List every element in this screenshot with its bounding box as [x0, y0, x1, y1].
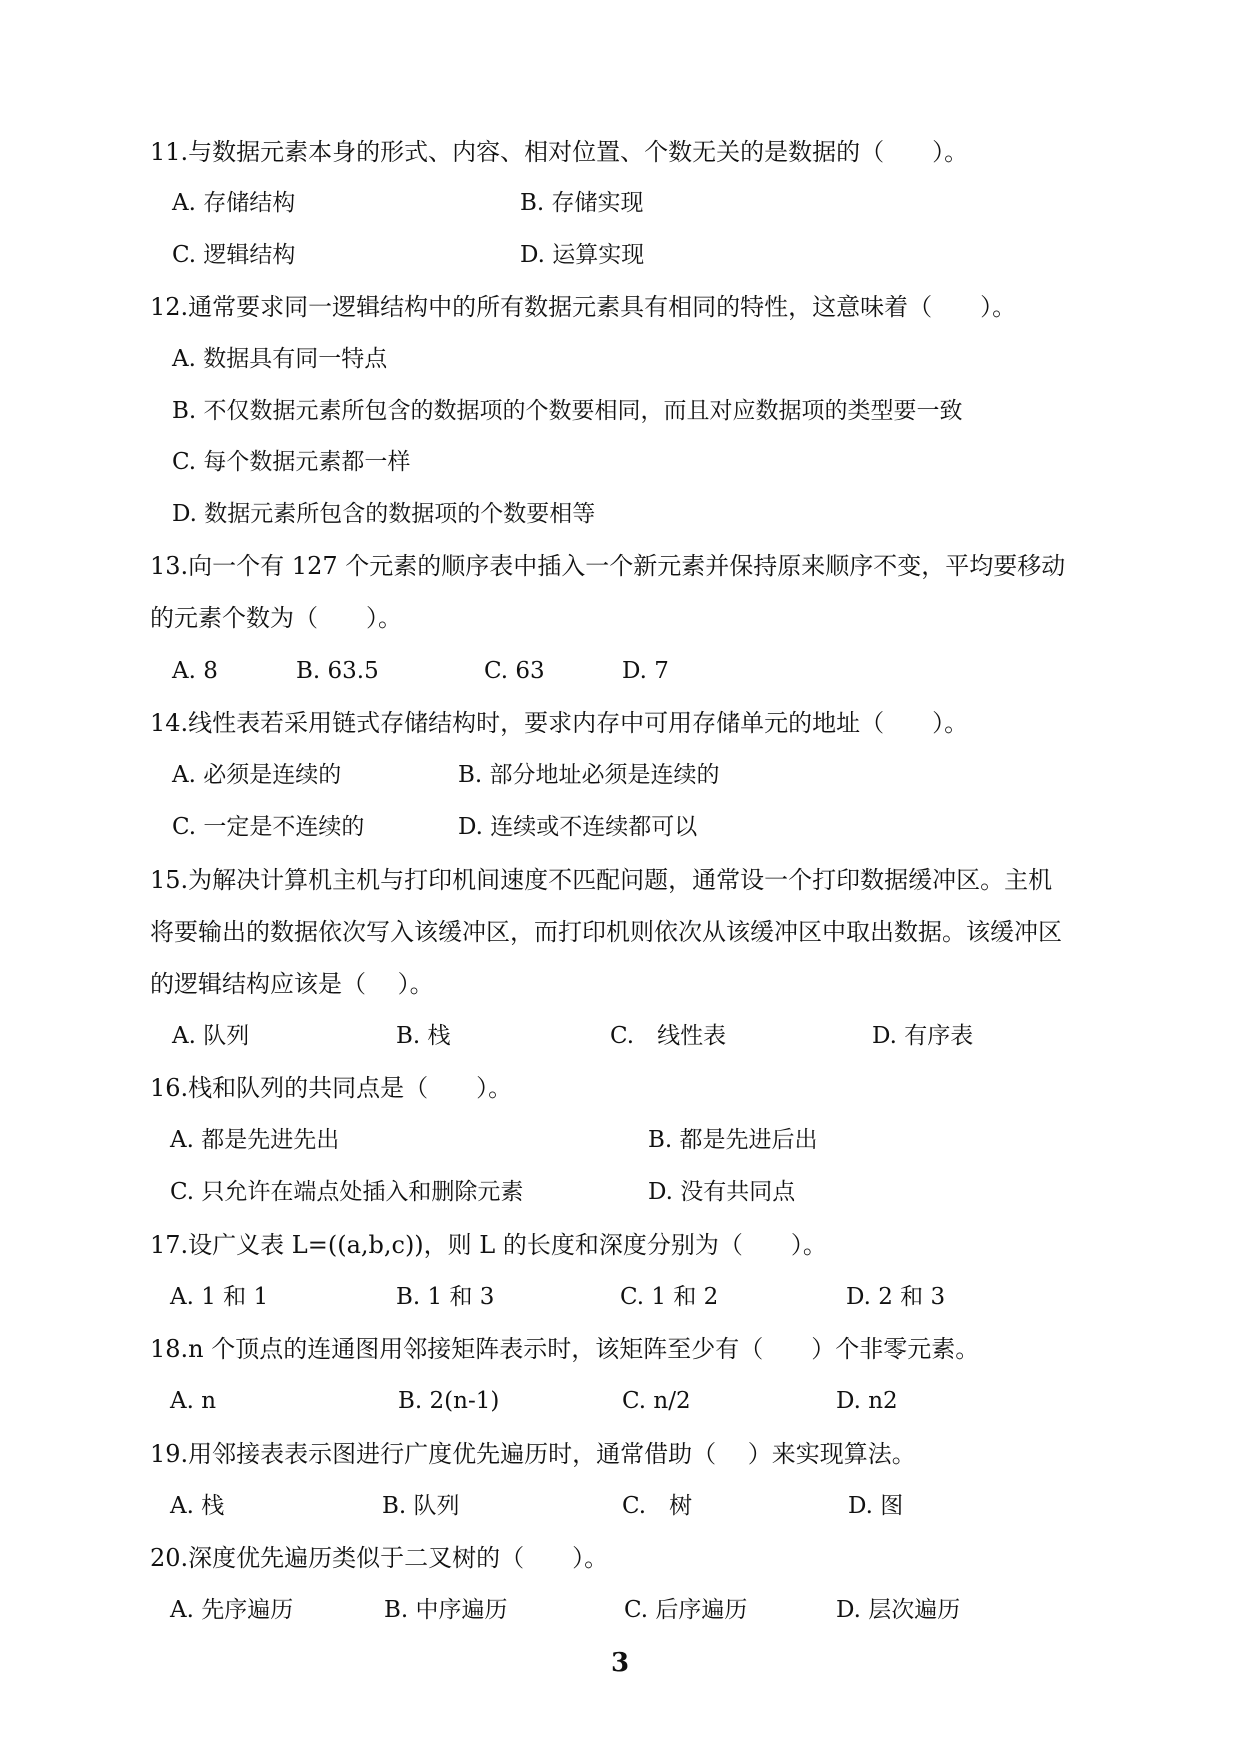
question-15-option-d: D. 有序表 — [872, 1023, 974, 1049]
question-15-stem-line-3: 的逻辑结构应该是（ ）。 — [150, 970, 434, 998]
question-16-option-b: B. 都是先进后出 — [648, 1127, 818, 1153]
question-18-option-b: B. 2(n-1) — [398, 1388, 500, 1414]
question-19-option-c: C. 树 — [622, 1493, 693, 1519]
question-17-option-a: A. 1 和 1 — [170, 1284, 269, 1310]
question-14-option-d: D. 连续或不连续都可以 — [458, 814, 698, 840]
question-20-option-c: C. 后序遍历 — [624, 1597, 748, 1623]
question-18-option-c: C. n/2 — [622, 1388, 691, 1414]
question-18-option-d: D. n2 — [836, 1388, 898, 1414]
question-13-stem-line-2: 的元素个数为（ ）。 — [150, 604, 402, 632]
question-15-option-b: B. 栈 — [396, 1023, 451, 1049]
question-13-option-a: A. 8 — [172, 658, 218, 684]
question-12-option-a: A. 数据具有同一特点 — [172, 346, 388, 372]
question-13-stem-line-1: 13.向一个有 127 个元素的顺序表中插入一个新元素并保持原来顺序不变，平均要移动 — [150, 552, 1066, 580]
question-20-stem: 20.深度优先遍历类似于二叉树的（ ）。 — [150, 1544, 609, 1572]
question-17-stem: 17.设广义表 L=((a,b,c))，则 L 的长度和深度分别为（ ）。 — [150, 1231, 827, 1259]
question-14-option-a: A. 必须是连续的 — [172, 762, 342, 788]
question-16-option-d: D. 没有共同点 — [648, 1179, 796, 1205]
question-12-option-d: D. 数据元素所包含的数据项的个数要相等 — [172, 501, 596, 527]
question-16-stem: 16.栈和队列的共同点是（ ）。 — [150, 1074, 513, 1102]
question-18-option-a: A. n — [170, 1388, 217, 1414]
question-14-option-c: C. 一定是不连续的 — [172, 814, 365, 840]
question-15-option-c: C. 线性表 — [610, 1023, 727, 1049]
question-15-option-a: A. 队列 — [172, 1023, 250, 1049]
question-13-option-d: D. 7 — [622, 658, 669, 684]
page-number: 3 — [610, 1648, 630, 1678]
question-20-option-b: B. 中序遍历 — [384, 1597, 508, 1623]
question-12-option-c: C. 每个数据元素都一样 — [172, 449, 411, 475]
question-16-option-c: C. 只允许在端点处插入和删除元素 — [170, 1179, 524, 1205]
question-20-option-a: A. 先序遍历 — [170, 1597, 294, 1623]
question-18-stem: 18.n 个顶点的连通图用邻接矩阵表示时，该矩阵至少有（ ）个非零元素。 — [150, 1335, 980, 1363]
question-11-option-b: B. 存储实现 — [520, 190, 644, 216]
question-19-option-a: A. 栈 — [170, 1493, 225, 1519]
question-17-option-d: D. 2 和 3 — [846, 1284, 946, 1310]
question-19-option-d: D. 图 — [848, 1493, 904, 1519]
question-12-option-b: B. 不仅数据元素所包含的数据项的个数要相同，而且对应数据项的类型要一致 — [172, 398, 963, 424]
question-11-option-c: C. 逻辑结构 — [172, 242, 296, 268]
question-14-stem: 14.线性表若采用链式存储结构时，要求内存中可用存储单元的地址（ ）。 — [150, 709, 969, 737]
question-14-option-b: B. 部分地址必须是连续的 — [458, 762, 720, 788]
question-16-option-a: A. 都是先进先出 — [170, 1127, 340, 1153]
question-11-stem: 11.与数据元素本身的形式、内容、相对位置、个数无关的是数据的（ ）。 — [150, 138, 969, 166]
question-11-option-a: A. 存储结构 — [172, 190, 296, 216]
question-19-option-b: B. 队列 — [382, 1493, 460, 1519]
question-13-option-b: B. 63.5 — [296, 658, 379, 684]
question-17-option-c: C. 1 和 2 — [620, 1284, 719, 1310]
question-17-option-b: B. 1 和 3 — [396, 1284, 495, 1310]
question-20-option-d: D. 层次遍历 — [836, 1597, 961, 1623]
question-13-option-c: C. 63 — [484, 658, 545, 684]
question-19-stem: 19.用邻接表表示图进行广度优先遍历时，通常借助（ ）来实现算法。 — [150, 1440, 916, 1468]
question-15-stem-line-1: 15.为解决计算机主机与打印机间速度不匹配问题，通常设一个打印数据缓冲区。主机 — [150, 866, 1053, 894]
question-11-option-d: D. 运算实现 — [520, 242, 645, 268]
question-12-stem: 12.通常要求同一逻辑结构中的所有数据元素具有相同的特性，这意味着（ ）。 — [150, 293, 1017, 321]
question-15-stem-line-2: 将要输出的数据依次写入该缓冲区，而打印机则依次从该缓冲区中取出数据。该缓冲区 — [150, 918, 1062, 946]
